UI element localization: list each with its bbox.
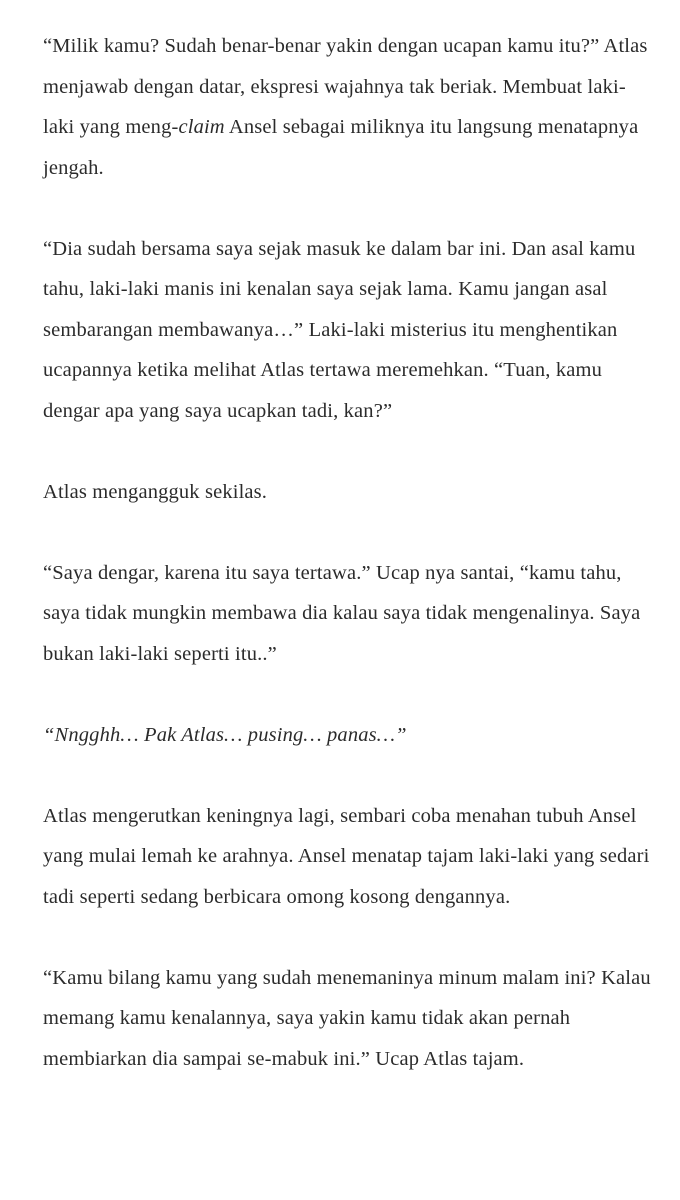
- paragraph-1-text-b: Ansel sebagai miliknya itu langsung menatapnya jengah.: [43, 116, 639, 179]
- paragraph-1-italic-word: claim: [178, 116, 225, 138]
- paragraph-5-italic-dialogue: “Nngghh… Pak Atlas… pusing… panas…”: [43, 723, 407, 746]
- story-text: [43, 26, 653, 1079]
- paragraph-4: “Saya dengar, karena itu saya tertawa.” Ucap nya santai, “kamu tahu, saya tidak mungkin membawa dia kalau saya tidak mengenalinya. Saya bukan laki-laki seperti itu..”: [43, 561, 641, 665]
- paragraph-2: “Dia sudah bersama saya sejak masuk ke dalam bar ini. Dan asal kamu tahu, laki-laki manis ini kenalan saya sejak lama. Kamu jangan asal sembarangan membawanya…” Laki-laki misterius itu menghentikan ucapannya ketika melihat Atlas tertawa meremehkan. “Tuan, kamu dengar apa yang saya ucapkan tadi, kan?”: [43, 237, 636, 422]
- paragraph-1: [43, 26, 653, 188]
- paragraph-6: Atlas mengerutkan keningnya lagi, sembari coba menahan tubuh Ansel yang mulai lemah ke arahnya. Ansel menatap tajam laki-laki yang sedari tadi seperti sedang berbicara omong kosong dengannya.: [43, 804, 650, 908]
- paragraph-7: “Kamu bilang kamu yang sudah menemaninya minum malam ini? Kalau memang kamu kenalannya, saya yakin kamu tidak akan pernah membiarkan dia sampai se-mabuk ini.” Ucap Atlas tajam.: [43, 966, 651, 1070]
- paragraph-1-text-a: “Milik kamu? Sudah benar-benar yakin dengan ucapan kamu itu?” Atlas menjawab dengan datar, ekspresi wajahnya tak beriak. Membuat laki-laki yang meng-: [43, 35, 648, 138]
- paragraph-3: Atlas mengangguk sekilas.: [43, 480, 268, 503]
